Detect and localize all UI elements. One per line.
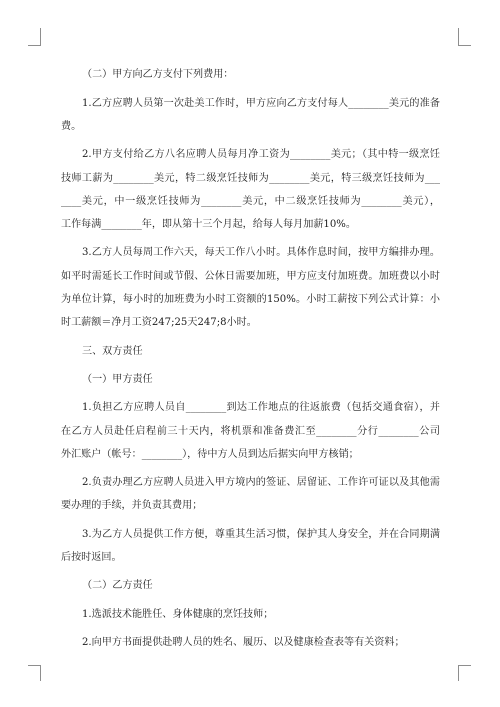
clause-payment-3 bbox=[61, 241, 440, 334]
heading-line: 三、双方责任 bbox=[82, 345, 143, 357]
clause-line: 后按时返回。 bbox=[61, 552, 122, 564]
clause-line: 1.负担乙方应聘人员自________到达工作地点的往返旅费（包括交通食宿），并 bbox=[82, 402, 440, 414]
clause-line: 技师工薪为________美元，特二级烹饪技师为________美元，特三级烹饪技师为___ bbox=[61, 172, 440, 184]
section-heading-responsibilities bbox=[61, 340, 440, 363]
document-body bbox=[61, 63, 440, 659]
clause-line: 为单位计算，每小时的加班费为小时工资额的150%。小时工薪按下列公式计算：小 bbox=[61, 294, 440, 306]
crop-mark-line bbox=[28, 665, 41, 666]
section-heading-payments bbox=[61, 63, 440, 86]
clause-line: 3.乙方人员每周工作六天，每天工作八小时。具体作息时间，按甲方编排办理。 bbox=[82, 247, 440, 259]
clause-party-a-1 bbox=[61, 396, 440, 466]
clause-party-b-1 bbox=[61, 603, 440, 626]
clause-line: 工作每满________年，即从第十三个月起，给每人每月加薪10%。 bbox=[61, 219, 356, 231]
crop-mark-line bbox=[28, 45, 41, 46]
crop-mark-line bbox=[458, 45, 471, 46]
crop-mark-line bbox=[458, 28, 459, 46]
clause-party-a-3 bbox=[61, 523, 440, 570]
crop-mark-line bbox=[458, 665, 471, 666]
clause-line: 如平时需延长工作时间或节假、公休日需要加班，甲方应支付加班费。加班费以小时 bbox=[61, 270, 440, 282]
clause-line: 费。 bbox=[61, 120, 82, 132]
clause-payment-2 bbox=[61, 143, 440, 236]
clause-line: 1.乙方应聘人员第一次赴美工作时，甲方应向乙方支付每人________美元的准备 bbox=[82, 97, 440, 109]
heading-line: （二）甲方向乙方支付下列费用： bbox=[82, 69, 234, 81]
clause-line: ____美元，中一级烹饪技师为________美元，中二级烹饪技师为________美元）， bbox=[61, 195, 440, 207]
clause-line: 要办理的手续，并负责其费用； bbox=[61, 500, 203, 512]
clause-line: 时工薪额＝净月工资247;25天247;8小时。 bbox=[61, 317, 257, 329]
clause-line: 1.选派技术能胜任、身体健康的烹饪技师； bbox=[82, 608, 274, 620]
clause-line: 外汇账户（帐号：________），待中方人员到达后据实向甲方核销； bbox=[61, 448, 359, 460]
clause-line: 3.为乙方人员提供工作方便，尊重其生活习惯，保护其人身安全，并在合同期满 bbox=[82, 528, 440, 540]
subsection-heading-party-a bbox=[61, 368, 440, 391]
crop-mark-line bbox=[458, 665, 459, 681]
clause-party-a-2 bbox=[61, 471, 440, 518]
clause-line: 2.甲方支付给乙方八名应聘人员每月净工资为________美元；（其中特一级烹饪 bbox=[82, 149, 440, 161]
heading-line: （二）乙方责任 bbox=[82, 580, 153, 592]
clause-line: 2.向甲方书面提供赴聘人员的姓名、履历、以及健康检查表等有关资料； bbox=[82, 636, 405, 648]
clause-line: 在乙方人员赴任启程前三十天内，将机票和准备费汇至________分行________公司 bbox=[61, 425, 440, 437]
clause-line: 2.负责办理乙方应聘人员进入甲方境内的签证、居留证、工作许可证以及其他需 bbox=[82, 477, 440, 489]
crop-mark-line bbox=[40, 28, 41, 46]
clause-payment-1 bbox=[61, 92, 440, 139]
heading-line: （一）甲方责任 bbox=[82, 373, 153, 385]
subsection-heading-party-b bbox=[61, 574, 440, 597]
clause-party-b-2 bbox=[61, 631, 440, 654]
crop-mark-line bbox=[40, 665, 41, 681]
